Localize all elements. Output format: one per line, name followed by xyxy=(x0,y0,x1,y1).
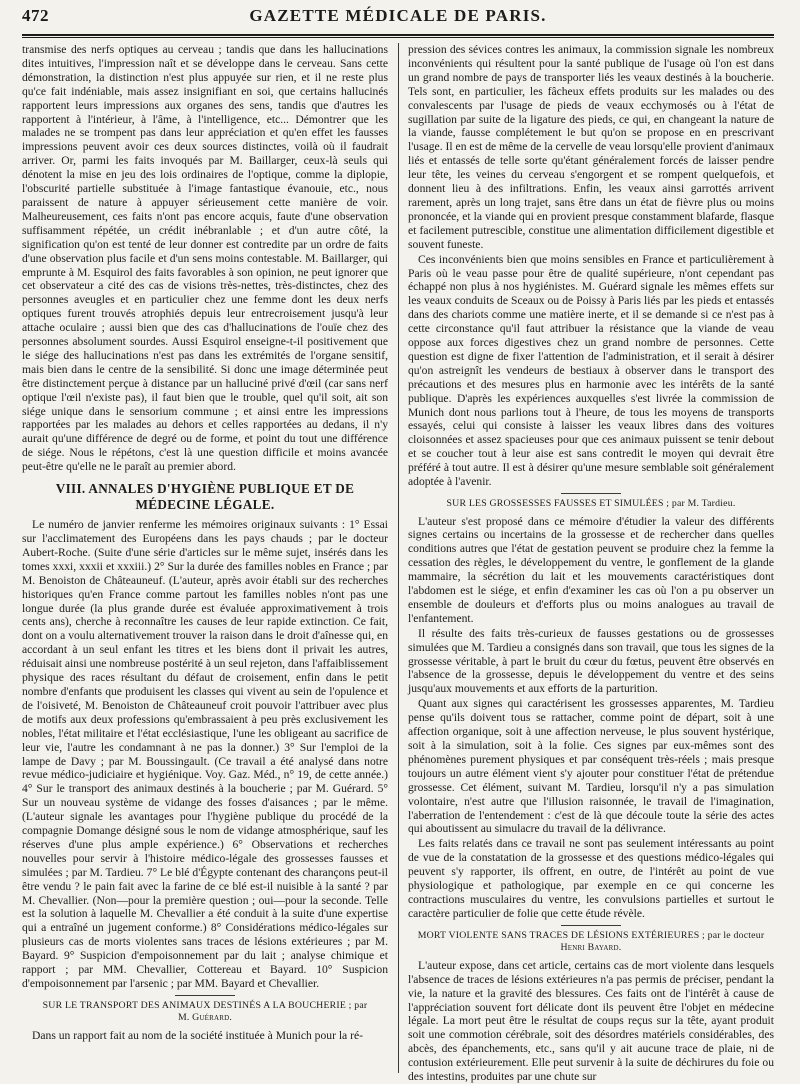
paragraph-numero-janvier: Le numéro de janvier renferme les mémoires originaux suivants : 1° Essai sur l'acclimatement des Européens dans les pays chauds ; par le docteur Aubert-Roche. (Suite d'une série d'articles sur le même sujet, insérés dans les tomes xxxi, xxxii et xxxiii.) 2° Sur la durée des familles nobles en France ; par M. Benoiston de Châteauneuf. (L'auteur, après avoir établi sur des recherches historiques qu'en France comme partout les familles nobles n'ont pas une longue durée (la plus grande durée est évaluée approximativement à trois cents ans), cherche à reconnaître les causes de leur rapide extinction. Ce fait, dont on a voulu alternativement trouver la raison dans le droit d'aînesse qui, en accordant à un seul enfant les titres et les biens dont il privait les autres, réduisait ainsi une nombreuse postérité à un seul rejeton, dans l'affaiblissement physique des races résultant du défaut de croisement, enfin dans le petit nombre d'enfants que produisent les classes qui vivent au sein de l'opulence et de l'oisiveté, M. Benoiston de Châteauneuf croit pouvoir l'attribuer avec plus de motifs aux deux professions qu'embrassaient à peu près exclusivement les nobles, l'état militaire et l'état ecclésiastique, l'une les obligeant au sacrifice de leur vie, l'autre les condamnant à ne pas la donner.) 3° Sur l'emploi de la lampe de Davy ; par M. Boussingault. (Ce travail a été analysé dans notre revue médico-judiciaire et hygiénique. Voy. Gaz. Méd., n° 19, de cette année.) 4° Sur le transport des animaux destinés à la boucherie ; par M. Guérard. 5° Sur un nouveau système de vidange des fosses d'aisances ; par le même. (L'auteur signale les avantages pour l'hygiène publique du procédé de la compagnie Domange désigné sous le nom de vidange atmosphérique, sauf les réserves d'une plus ample expérience.) 6° Observations et recherches nouvelles pour servir à l'histoire médico-légale des grossesses fausses et simulées ; par M. Tardieu. 7° Le blé d'Égypte contenant des charançons peut-il être vendu ? le pain fait avec la farine de ce blé est-il nuisible à la santé ? par M. Chevallier. (Non—pour la première question ; oui—pour la seconde. Telle est la solution à laquelle M. Chevallier a été conduit à la suite d'une expertise qui a entraîné un jugement conforme.) 8° Considérations médico-légales sur plusieurs cas de morts violentes sans traces de lésions extérieures ; par M. Bayard. 9° Suspicion d'empoisonnement par du lait ; analyse chimique et rapport ; par MM. Chevallier, Cottereau et Bayard. 10° Suspicion d'empoisonnement par l'arsenic ; par MM. Bayard et Chevallier. xyxy=(22,518,389,990)
page-number: 472 xyxy=(22,6,49,25)
subheading-mort-author: Henri Bayard. xyxy=(560,942,622,954)
subheading-mort-title: MORT VIOLENTE SANS TRACES DE LÉSIONS EXTÉRIEURES ; par le docteur xyxy=(417,929,765,941)
paragraph-hallucinations: transmise des nerfs optiques au cerveau ; tandis que dans les hallucinations dites intuitives, l'impression naît et se développe dans le cerveau. Sans cette démonstration, la distinction n'est plus appuyée sur rien, et il ne reste plus qu'ce fait indéniable, mais assez insignifiant en soi, que certains hallucinés rapportent leurs impressions aux organes des sens, tandis que d'autres les rapportent à l'intérieur, à l'âme, à l'intelligence, etc... Démontrer que les malades ne se trompent pas dans leur appréciation et qu'en effet les fausses impressions peuvent avoir ces deux sources distinctes, voilà où il faudrait arriver. Or, parmi les faits invoqués par M. Baillarger, ceux-là seuls qui dénotent la mise en jeu des lois ordinaires de l'optique, comme la diplopie, l'obscurité partielle substituée à l'image fantastique évanouie, etc., nous paraissent de nature à appuyer sérieusement cette manière de voir. Malheureusement, ces faits n'ont pas encore acquis, faute d'une observation suffisamment répétée, un crédit inébranlable ; et d'un autre côté, la signification qu'on est tenté de leur donner est contredite par un ordre de faits d'une observation plus facile et d'un sens moins contestable. M. Baillarger, qui emprunte à M. Esquirol des faits favorables à son opinion, ne peut ignorer que cet observateur a cité des cas de visions très-nettes, très-distinctes, chez des personnes aveugles et en particulier chez une femme dont les deux nerfs optiques furent trouvés atrophiés depuis leur entrecroisement jusqu'à leur attache oculaire ; aussi bien que des cas d'hallucinations de l'ouïe chez des personnes absolument sourdes. Aussi Esquirol enseigne-t-il positivement que le siége des hallucinations n'est pas dans les extrémités de l'organe sensitif, mais bien dans le centre de la sensibilité. Si donc une image déterminée peut être distinctement perçue à distance par un halluciné privé d'œil (car sans nerf optique l'œil n'existe pas), il faut bien que le trouble, quel qu'il soit, ait son siége unique dans le sensorium commune ; et ainsi entre les impressions rapportées par les malades au dehors et celles rapportées au dedans, il n'y aurait qu'une différence de degré ou de forme, et point du tout une différence de siége. Nous le répétons, c'est là une question difficile et moins avancée peut-être qu'elle ne le paraît au premier abord. xyxy=(22,43,388,474)
paragraph-faits-curieux: Il résulte des faits très-curieux de fausses gestations ou de grossesses simulées que M. Tardieu a consignés dans son travail, que tous les signes de la grossesse véritable, à part le bruit du cœur du fœtus, peuvent être observés en l'absence de la grossesse, depuis le développement du ventre et des seins jusqu'aux mouvements et aux efforts de la parturition. xyxy=(408,626,774,696)
separator-rule xyxy=(561,925,621,926)
subheading-mort-violente xyxy=(408,930,774,955)
paragraph-signes-grossesses: Quant aux signes qui caractérisent les grossesses apparentes, M. Tardieu pense qu'ils doivent tous se rattacher, comme point de départ, soit à une affection organique, soit à une affection nerveuse, le plus souvent hystérique, soit à la simulation, soit à la folie. Ces signes par eux-mêmes sont des phénomènes purement physiques et par conséquent très-réels ; mais presque toujours un autre élément vient s'y ajouter pour constituer l'état de prétendue grossesse. Cet élément, suivant M. Tardieu, lorsqu'il n'y a pas simulation volontaire, n'est autre que l'illusion raisonnée, le travail de l'imagination, l'aberration de l'entendement : c'est de là que découle toute la série des actes qui aboutissent au simulacre du travail de la délivrance. xyxy=(408,697,774,836)
two-column-body xyxy=(22,43,774,1084)
subheading-transport xyxy=(22,1000,388,1025)
subheading-transport-author: M. Guérard. xyxy=(177,1012,233,1024)
paragraph-mort-violente: L'auteur expose, dans cet article, certains cas de mort violente dans lesquels l'absence de traces de lésions extérieures n'a pas permis de préciser, pendant la vie, la nature et la gravité des blessures. Ces faits ont de l'intérêt à cause de l'appréciation souvent fort délicate dont ils peuvent être l'objet en médecine légale. La mort peut être le résultat de coups reçus sur la tête, ayant produit soit une commotion cérébrale, soit des désordres matériels considérables, des abcès, des épanchements, etc., sans qu'il y ait aucune trace de plaie, ni de contusion extérieurement. Elle peut survenir à la suite de déchirures du foie ou des intestins, produites par une chute sur xyxy=(408,958,774,1084)
paragraph-inconvenients: Ces inconvénients bien que moins sensibles en France et particulièrement à Paris où le veau passe pour être de qualité supérieure, n'ont cependant pas échappé non plus à nos hygiénistes. M. Guérard signale les mêmes effets sur les veaux conduits de Sceaux ou de Poissy à Paris liés par les pieds et entassés dans des chariots comme une matière inerte, et il se demande si ce n'est pas à cette circonstance qu'il faut attribuer la résistance que la viande de veau oppose aux forces digestives chez un grand nombre de personnes. Cette question est digne de fixer l'attention de l'administration, et il serait à désirer qu'on astreignît les vendeurs de bestiaux à observer dans le transport des précautions et des mesures plus en harmonie avec les intérêts de la santé publique. D'après les expériences auxquelles s'est livrée la commission de Munich dont nous parlions tout à l'heure, de tous les moyens de transports essayés, celui qui consiste à laisser les veaux libres dans des voitures cloisonnées et assez spacieuses pour que ces animaux puissent se tenir debout et se coucher tout à leur aise est sans contredit le moyen qui devrait être préféré à tout autre. Il est à désirer qu'une mesure semblable soit généralement adoptée à l'avenir. xyxy=(408,252,774,489)
running-title: GAZETTE MÉDICALE DE PARIS. xyxy=(249,6,547,25)
paragraph-transport-veaux: pression des sévices contres les animaux, la commission signale les nombreux inconvénients qui résultent pour la santé publique de l'usage où l'on est dans un grand nombre de pays de transporter liés les veaux destinés à la boucherie. Tels sont, en particulier, les fâcheux effets produits sur les malades ou des convalescents par l'usage de pieds de veaux ecchymosés ou à l'état de sugillation par suite de la ligature des pieds, ce qui, en changeant la nature de la viande, fausse complétement le but qu'on se propose en en prescrivant l'usage. Il en est de même de la cervelle de veau lorsqu'elle provient d'animaux liés et entassés de telle sorte qu'étant généralement forcés de laisser pendre leur tête, les veines du cerveau s'engorgent et se rompent quelquefois, et donnent lieu à des infiltrations. Enfin, les veaux ainsi garrottés arrivent rarement, après un long trajet, sans être dans un état de fièvre plus ou moins prononcée, et la viande qui en provient presque constamment blafarde, flasque et facilement putrescible, constitue une alimentation difficilement digestible et souvent funeste. xyxy=(408,43,774,251)
column-divider xyxy=(398,43,399,1073)
paragraph-memoire-grossesse: L'auteur s'est proposé dans ce mémoire d'étudier la valeur des différents signes certains ou incertains de la grossesse et de rechercher dans quelles conditions autres que l'état de gestation peuvent se produire chez la femme la cessation des règles, le développement du ventre, le gonflement de la glande mammaire, la sécrétion du lait et les mouvements caractéristiques dont l'abdomen est le siége, et enfin d'examiner les cas où l'on a pu observer un ensemble de douleurs et d'efforts plus ou moins analogues au travail de l'enfantement. xyxy=(408,514,774,625)
header-rule xyxy=(22,34,774,38)
paragraph-rapport-munich: Dans un rapport fait au nom de la société instituée à Munich pour la ré- xyxy=(32,1028,363,1042)
paragraph-faits-relates: Les faits relatés dans ce travail ne sont pas seulement intéressants au point de vue de la constatation de la grossesse et des questions médico-légales qui peuvent s'y rapporter, ils offrent, en outre, de l'intérêt au point de vue physiologique et pathologique, par exemple en ce qui concerne les contractions musculaires du ventre, les convulsions partielles et surtout le caractère particulier de folie que cette étude révèle. xyxy=(408,837,774,920)
separator-rule xyxy=(175,995,235,996)
separator-rule xyxy=(561,493,621,494)
subheading-grossesses: SUR LES GROSSESSES FAUSSES ET SIMULÉES ; par M. Tardieu. xyxy=(446,498,736,509)
section-heading-viii: VIII. ANNALES D'HYGIÈNE PUBLIQUE ET DE MÉDECINE LÉGALE. xyxy=(55,481,355,513)
right-column xyxy=(408,43,774,1084)
left-column xyxy=(22,43,388,1073)
page-header xyxy=(22,6,774,30)
subheading-transport-title: SUR LE TRANSPORT DES ANIMAUX DESTINÉS A LA BOUCHERIE ; par xyxy=(42,999,368,1011)
